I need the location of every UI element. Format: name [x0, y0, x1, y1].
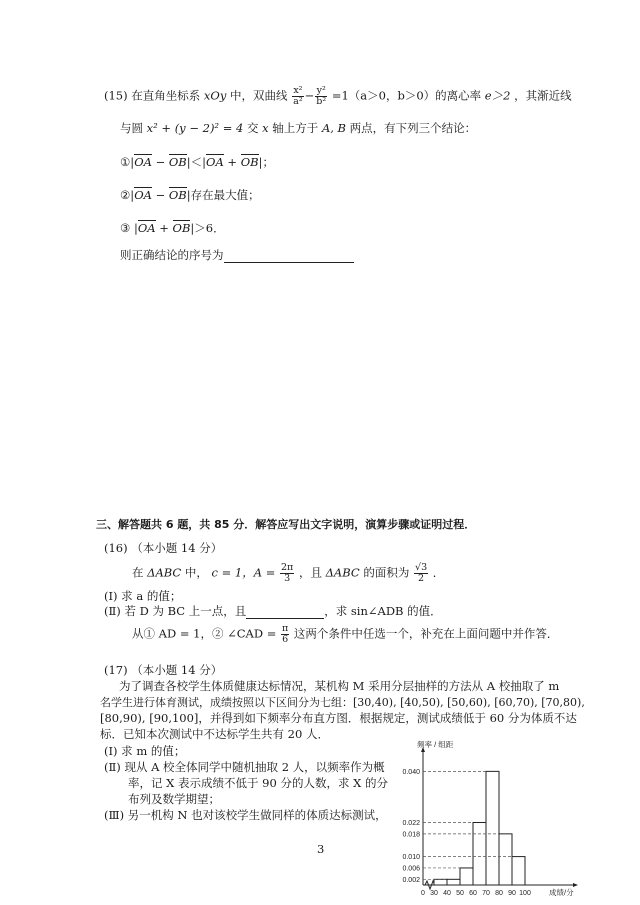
c-text: ①| — [120, 155, 135, 169]
q15-text: 两点，有下列三个结论： — [349, 121, 477, 135]
frac-den: a² — [293, 96, 303, 107]
q16-text: 在 — [132, 565, 144, 580]
fraction-pi-6 — [281, 624, 289, 645]
c-text: ②| — [120, 188, 135, 202]
q15-conclusion-2 — [120, 188, 260, 203]
y-tick-label: 0.002 — [402, 876, 420, 884]
q17-line3: [80,90), [90,100]，并得到如下频率分布直方图．根据规定，测试成绩低于 60 分为体质不达 — [100, 711, 577, 725]
vector: OB — [172, 221, 191, 235]
q16-text: ． — [432, 565, 445, 580]
q16-given: c = 1，A = — [211, 565, 276, 580]
histogram-bar — [486, 771, 499, 885]
vector: OA — [134, 155, 152, 169]
q16-heading: (16) （本小题 14 分） — [104, 541, 223, 555]
x-tick-label: 70 — [482, 890, 490, 897]
fraction-y2-b2 — [315, 86, 327, 107]
q16-text: 中， — [184, 565, 208, 580]
frac-den: 6 — [282, 634, 289, 645]
y-axis-label: 频率 / 组距 — [417, 740, 454, 749]
frac-num: √3 — [415, 562, 428, 573]
q15-x: x — [262, 121, 269, 135]
q16-statement — [132, 563, 444, 584]
frac-den: 2 — [418, 573, 425, 584]
x-axis-arrow — [573, 883, 578, 887]
q17-part1: (Ⅰ) 求 m 的值； — [104, 744, 186, 758]
c-text: ③ | — [120, 221, 138, 235]
vector: OA — [137, 221, 156, 235]
vector: OB — [168, 155, 187, 169]
q15-text: 轴上方于 — [272, 121, 319, 135]
c-text: |； — [258, 155, 274, 169]
q15-ask: 则正确结论的序号为 — [120, 248, 224, 262]
section3-heading: 三、解答题共 6 题，共 85 分．解答应写出文字说明，演算步骤或证明过程． — [96, 518, 476, 531]
circle-equation: x² + (y − 2)² = 4 — [146, 121, 244, 135]
histogram-bar — [499, 834, 512, 885]
q17-part2-line3: 布列及数学期望； — [128, 792, 220, 806]
condition-blank[interactable] — [246, 606, 324, 619]
q15-coord: xOy — [203, 88, 227, 103]
y-tick-label: 0.022 — [402, 820, 420, 827]
q15-line1: (15) 在直角坐标系 xOy 中，双曲线 $\frac{\text{x²}}{\text{a²}}$ − $\frac{\text{y²}}{\text{b²}}$ =1（a＞0，b＞0）的离心率 e＞2 ，其渐近线 — [104, 85, 572, 107]
frac-num: x² — [293, 85, 303, 96]
x-tick-label: 80 — [495, 890, 503, 897]
x-tick-label: 0 — [421, 890, 425, 897]
q15-text: 与圆 — [120, 121, 143, 135]
vector: OB — [168, 188, 187, 202]
q15-line2 — [120, 121, 476, 136]
q16-part2 — [104, 604, 442, 619]
x-tick-label: 100 — [519, 890, 531, 897]
q15-conclusion-3 — [120, 221, 225, 236]
histogram-bar — [460, 868, 473, 885]
x-axis-label: 成绩/分 — [549, 888, 574, 897]
q16-text: 从① AD = 1，② ∠CAD = — [132, 626, 277, 641]
x-tick-label: 30 — [430, 890, 438, 897]
frac-num: y² — [316, 85, 326, 96]
q15-text: (15) 在直角坐标系 — [104, 88, 201, 103]
q16-triangle: ΔABC — [147, 565, 182, 580]
q16-part1: (Ⅰ) 求 a 的值； — [104, 589, 182, 603]
c-text: |存在最大值； — [186, 188, 260, 202]
y-tick-label: 0.006 — [402, 865, 420, 873]
q17-part2-line2: 率，记 X 表示成绩不低于 90 分的人数，求 X 的分 — [128, 776, 388, 790]
c-op: − — [151, 155, 169, 169]
y-tick-label: 0.010 — [402, 854, 420, 862]
fraction-x2-a2 — [292, 86, 303, 107]
x-tick-label: 40 — [443, 890, 451, 897]
q15-text: 交 — [246, 121, 259, 135]
c-op: + — [223, 155, 241, 169]
q15-answer-line — [120, 248, 354, 263]
fraction-sqrt3-2 — [414, 563, 428, 584]
q17-line2: 名学生进行体育测试，成绩按照以下区间分为七组：[30,40), [40,50), [50,60), [60,70), [70,80), — [100, 696, 585, 709]
q16-text: ，求 sin∠ADB 的值． — [324, 604, 442, 618]
q15-text: 中，双曲线 — [230, 88, 288, 103]
histogram-bar — [473, 823, 486, 886]
answer-blank[interactable] — [224, 250, 354, 263]
q17-part2-line1: (Ⅱ) 现从 A 校全体同学中随机抽取 2 人，以频率作为概 — [104, 760, 385, 774]
q16-triangle: ΔABC — [325, 565, 360, 580]
q15-points: A, B — [321, 121, 347, 135]
q16-text: (Ⅱ) 若 D 为 BC 上一点，且 — [104, 604, 247, 618]
c-text: |＜| — [186, 155, 207, 169]
q17-heading: (17) （本小题 14 分） — [104, 663, 223, 677]
x-tick-label: 50 — [456, 890, 464, 897]
q16-text: 的面积为 — [363, 565, 410, 580]
fraction-2pi-3 — [280, 563, 294, 584]
q17-part3: (Ⅲ) 另一机构 N 也对该校学生做同样的体质达标测试， — [104, 808, 387, 822]
y-tick-label: 0.040 — [402, 768, 420, 776]
vector: OB — [240, 155, 259, 169]
vector: OA — [206, 155, 224, 169]
frequency-histogram — [383, 738, 583, 905]
page-number: 3 — [317, 842, 325, 856]
x-tick-label: 60 — [469, 890, 477, 897]
q16-text: ，且 — [298, 565, 322, 580]
frac-den: 3 — [284, 573, 291, 584]
q15-text: =1（a＞0，b＞0）的离心率 — [331, 88, 482, 103]
c-text: |＞6． — [190, 221, 225, 235]
histogram-bar — [447, 879, 460, 885]
q16-text: 这两个条件中任选一个，补充在上面问题中并作答． — [293, 626, 559, 641]
histogram-bar — [512, 857, 525, 885]
frac-den: b² — [316, 96, 327, 107]
frac-num: π — [282, 623, 289, 634]
q17-line4: 标．已知本次测试中不达标学生共有 20 人． — [100, 727, 329, 741]
vector: OA — [134, 188, 152, 202]
c-op: − — [151, 188, 169, 202]
histogram-bar — [434, 879, 447, 885]
frac-num: 2π — [281, 562, 294, 573]
q15-conclusion-1 — [120, 155, 274, 170]
y-tick-label: 0.018 — [402, 831, 420, 839]
q15-text: ，其渐近线 — [514, 88, 572, 103]
q15-eccentricity: e＞2 — [484, 88, 511, 103]
q16-condition-choice — [132, 624, 558, 645]
c-op: + — [155, 221, 173, 235]
q17-line1: 为了调查各校学生体质健康达标情况，某机构 M 采用分层抽样的方法从 A 校抽取了 m — [119, 679, 560, 693]
x-tick-label: 90 — [508, 890, 516, 897]
